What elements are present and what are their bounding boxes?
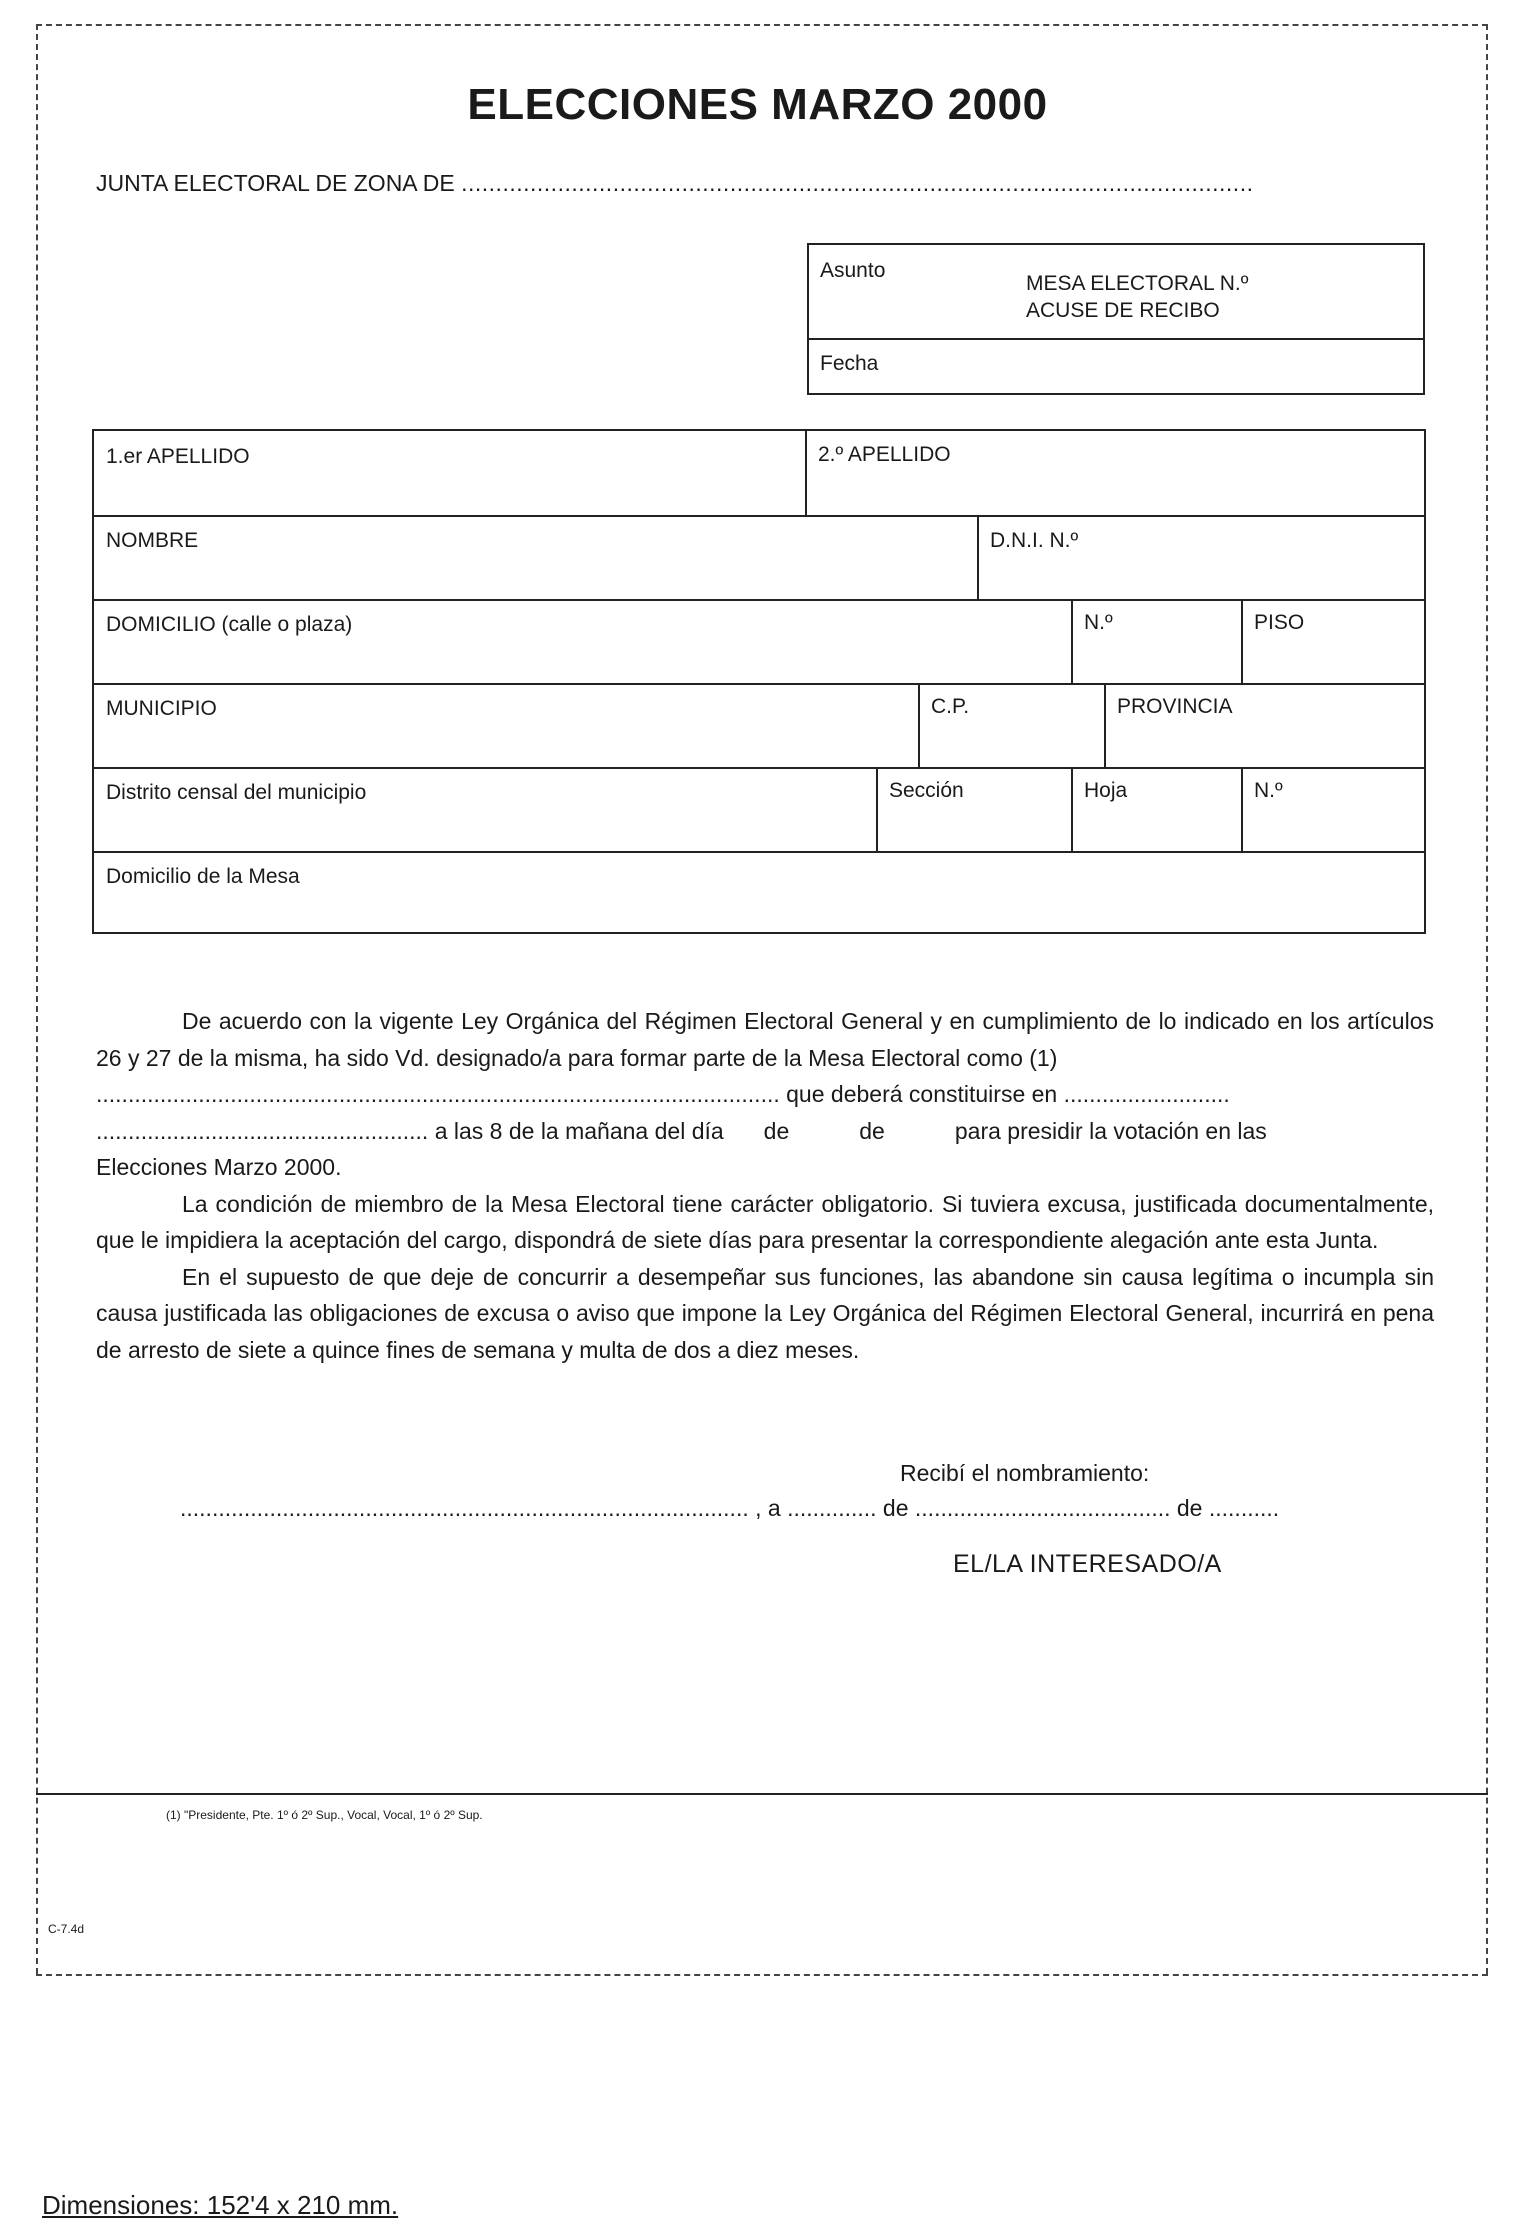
seccion-field[interactable]: Sección <box>889 779 964 802</box>
dimensions-note: Dimensiones: 152'4 x 210 mm. <box>42 2190 399 2220</box>
mesa-electoral-number-label: MESA ELECTORAL N.º <box>1026 272 1249 295</box>
recibi-label: Recibí el nombramiento: <box>900 1460 1150 1486</box>
asunto-label: Asunto <box>820 259 886 282</box>
segundo-apellido-field[interactable]: 2.º APELLIDO <box>818 443 951 466</box>
municipio-field[interactable]: MUNICIPIO <box>106 697 217 720</box>
designation-line-4: Elecciones Marzo 2000. <box>96 1154 342 1180</box>
de-text: de <box>763 1117 790 1144</box>
lugar-fill-line-2[interactable]: .................................................... <box>96 1117 429 1144</box>
hora-text: a las 8 de la mañana del día <box>434 1117 724 1144</box>
constituirse-text: que deberá constituirse en <box>786 1081 1058 1107</box>
interesado-label: EL/LA INTERESADO/A <box>953 1550 1222 1578</box>
form-code: C-7.4d <box>48 1922 85 1936</box>
de-text: de <box>859 1117 885 1144</box>
form-col-divider <box>1104 683 1106 767</box>
cut-line-right <box>1486 24 1488 1974</box>
form-col-divider <box>876 767 878 851</box>
footnote-rule <box>36 1793 1488 1795</box>
distrito-censal-field[interactable]: Distrito censal del municipio <box>106 781 367 804</box>
fecha-label: Fecha <box>820 352 879 375</box>
document-title: ELECCIONES MARZO 2000 <box>467 80 1048 129</box>
nombre-field[interactable]: NOMBRE <box>106 529 199 552</box>
form-col-divider <box>1071 767 1073 851</box>
form-row-divider <box>94 599 1426 601</box>
cut-line-bottom <box>36 1974 1488 1976</box>
domicilio-mesa-field[interactable]: Domicilio de la Mesa <box>106 865 300 888</box>
lugar-fill-line[interactable]: .......................... <box>1063 1081 1230 1107</box>
junta-electoral-line <box>96 170 1253 197</box>
form-col-divider <box>1071 599 1073 683</box>
form-col-divider <box>805 431 807 515</box>
codigo-postal-field[interactable]: C.P. <box>931 695 970 718</box>
form-col-divider <box>1241 599 1243 683</box>
form-col-divider <box>977 515 979 599</box>
designation-line-3 <box>96 1113 1434 1150</box>
cargo-fill-line[interactable]: ........................................................................................................... <box>96 1081 780 1107</box>
paragraph-obligatorio: La condición de miembro de la Mesa Electoral tiene carácter obligatorio. Si tuviera excusa, justificada documentalmente, que le impidiera la aceptación del cargo, dispondrá de siete días para presentar la correspondiente alegación ante esta Junta. <box>96 1190 1434 1253</box>
asunto-box <box>807 243 1425 395</box>
form-row-divider <box>94 515 1426 517</box>
personal-data-form <box>92 429 1426 934</box>
footnote: (1) "Presidente, Pte. 1º ó 2º Sup., Vocal, Vocal, 1º ó 2º Sup. <box>166 1808 483 1822</box>
form-row-divider <box>94 767 1426 769</box>
designation-line-2 <box>96 1076 1434 1113</box>
acuse-de-recibo-label: ACUSE DE RECIBO <box>1026 299 1220 322</box>
junta-label: JUNTA ELECTORAL DE ZONA DE <box>96 170 455 196</box>
form-col-divider <box>1241 767 1243 851</box>
signature-date-line[interactable]: ......................................................................................... , a .............. de ........................................ de ........... <box>180 1495 1280 1521</box>
cut-line-top <box>36 24 1488 26</box>
provincia-field[interactable]: PROVINCIA <box>1117 695 1233 718</box>
domicilio-field[interactable]: DOMICILIO (calle o plaza) <box>106 613 353 636</box>
notification-body <box>96 1003 1434 1368</box>
presidir-text: para presidir la votación en las <box>954 1117 1267 1144</box>
asunto-divider <box>809 338 1425 340</box>
numero-hoja-field[interactable]: N.º <box>1254 779 1283 802</box>
form-col-divider <box>918 683 920 767</box>
paragraph-designation: De acuerdo con la vigente Ley Orgánica del Régimen Electoral General y en cumplimiento de lo indicado en los artículos 26 y 27 de la misma, ha sido Vd. designado/a para formar parte de la Mesa Electoral como (1) <box>96 1008 1434 1071</box>
piso-field[interactable]: PISO <box>1254 611 1305 634</box>
numero-field[interactable]: N.º <box>1084 611 1113 634</box>
primer-apellido-field[interactable]: 1.er APELLIDO <box>106 445 250 468</box>
cut-line-left <box>36 24 38 1974</box>
form-row-divider <box>94 683 1426 685</box>
dni-field[interactable]: D.N.I. N.º <box>990 529 1079 552</box>
hoja-field[interactable]: Hoja <box>1084 779 1128 802</box>
paragraph-sanciones: En el supuesto de que deje de concurrir a desempeñar sus funciones, las abandone sin causa legítima o incumpla sin causa justificada las obligaciones de excusa o aviso que impone la Ley Orgánica del Régimen Electoral General, incurrirá en pena de arresto de siete a quince fines de semana y multa de dos a diez meses. <box>96 1263 1434 1363</box>
form-row-divider <box>94 851 1426 853</box>
junta-fill-line[interactable]: ................................................................................................................... <box>461 170 1254 196</box>
